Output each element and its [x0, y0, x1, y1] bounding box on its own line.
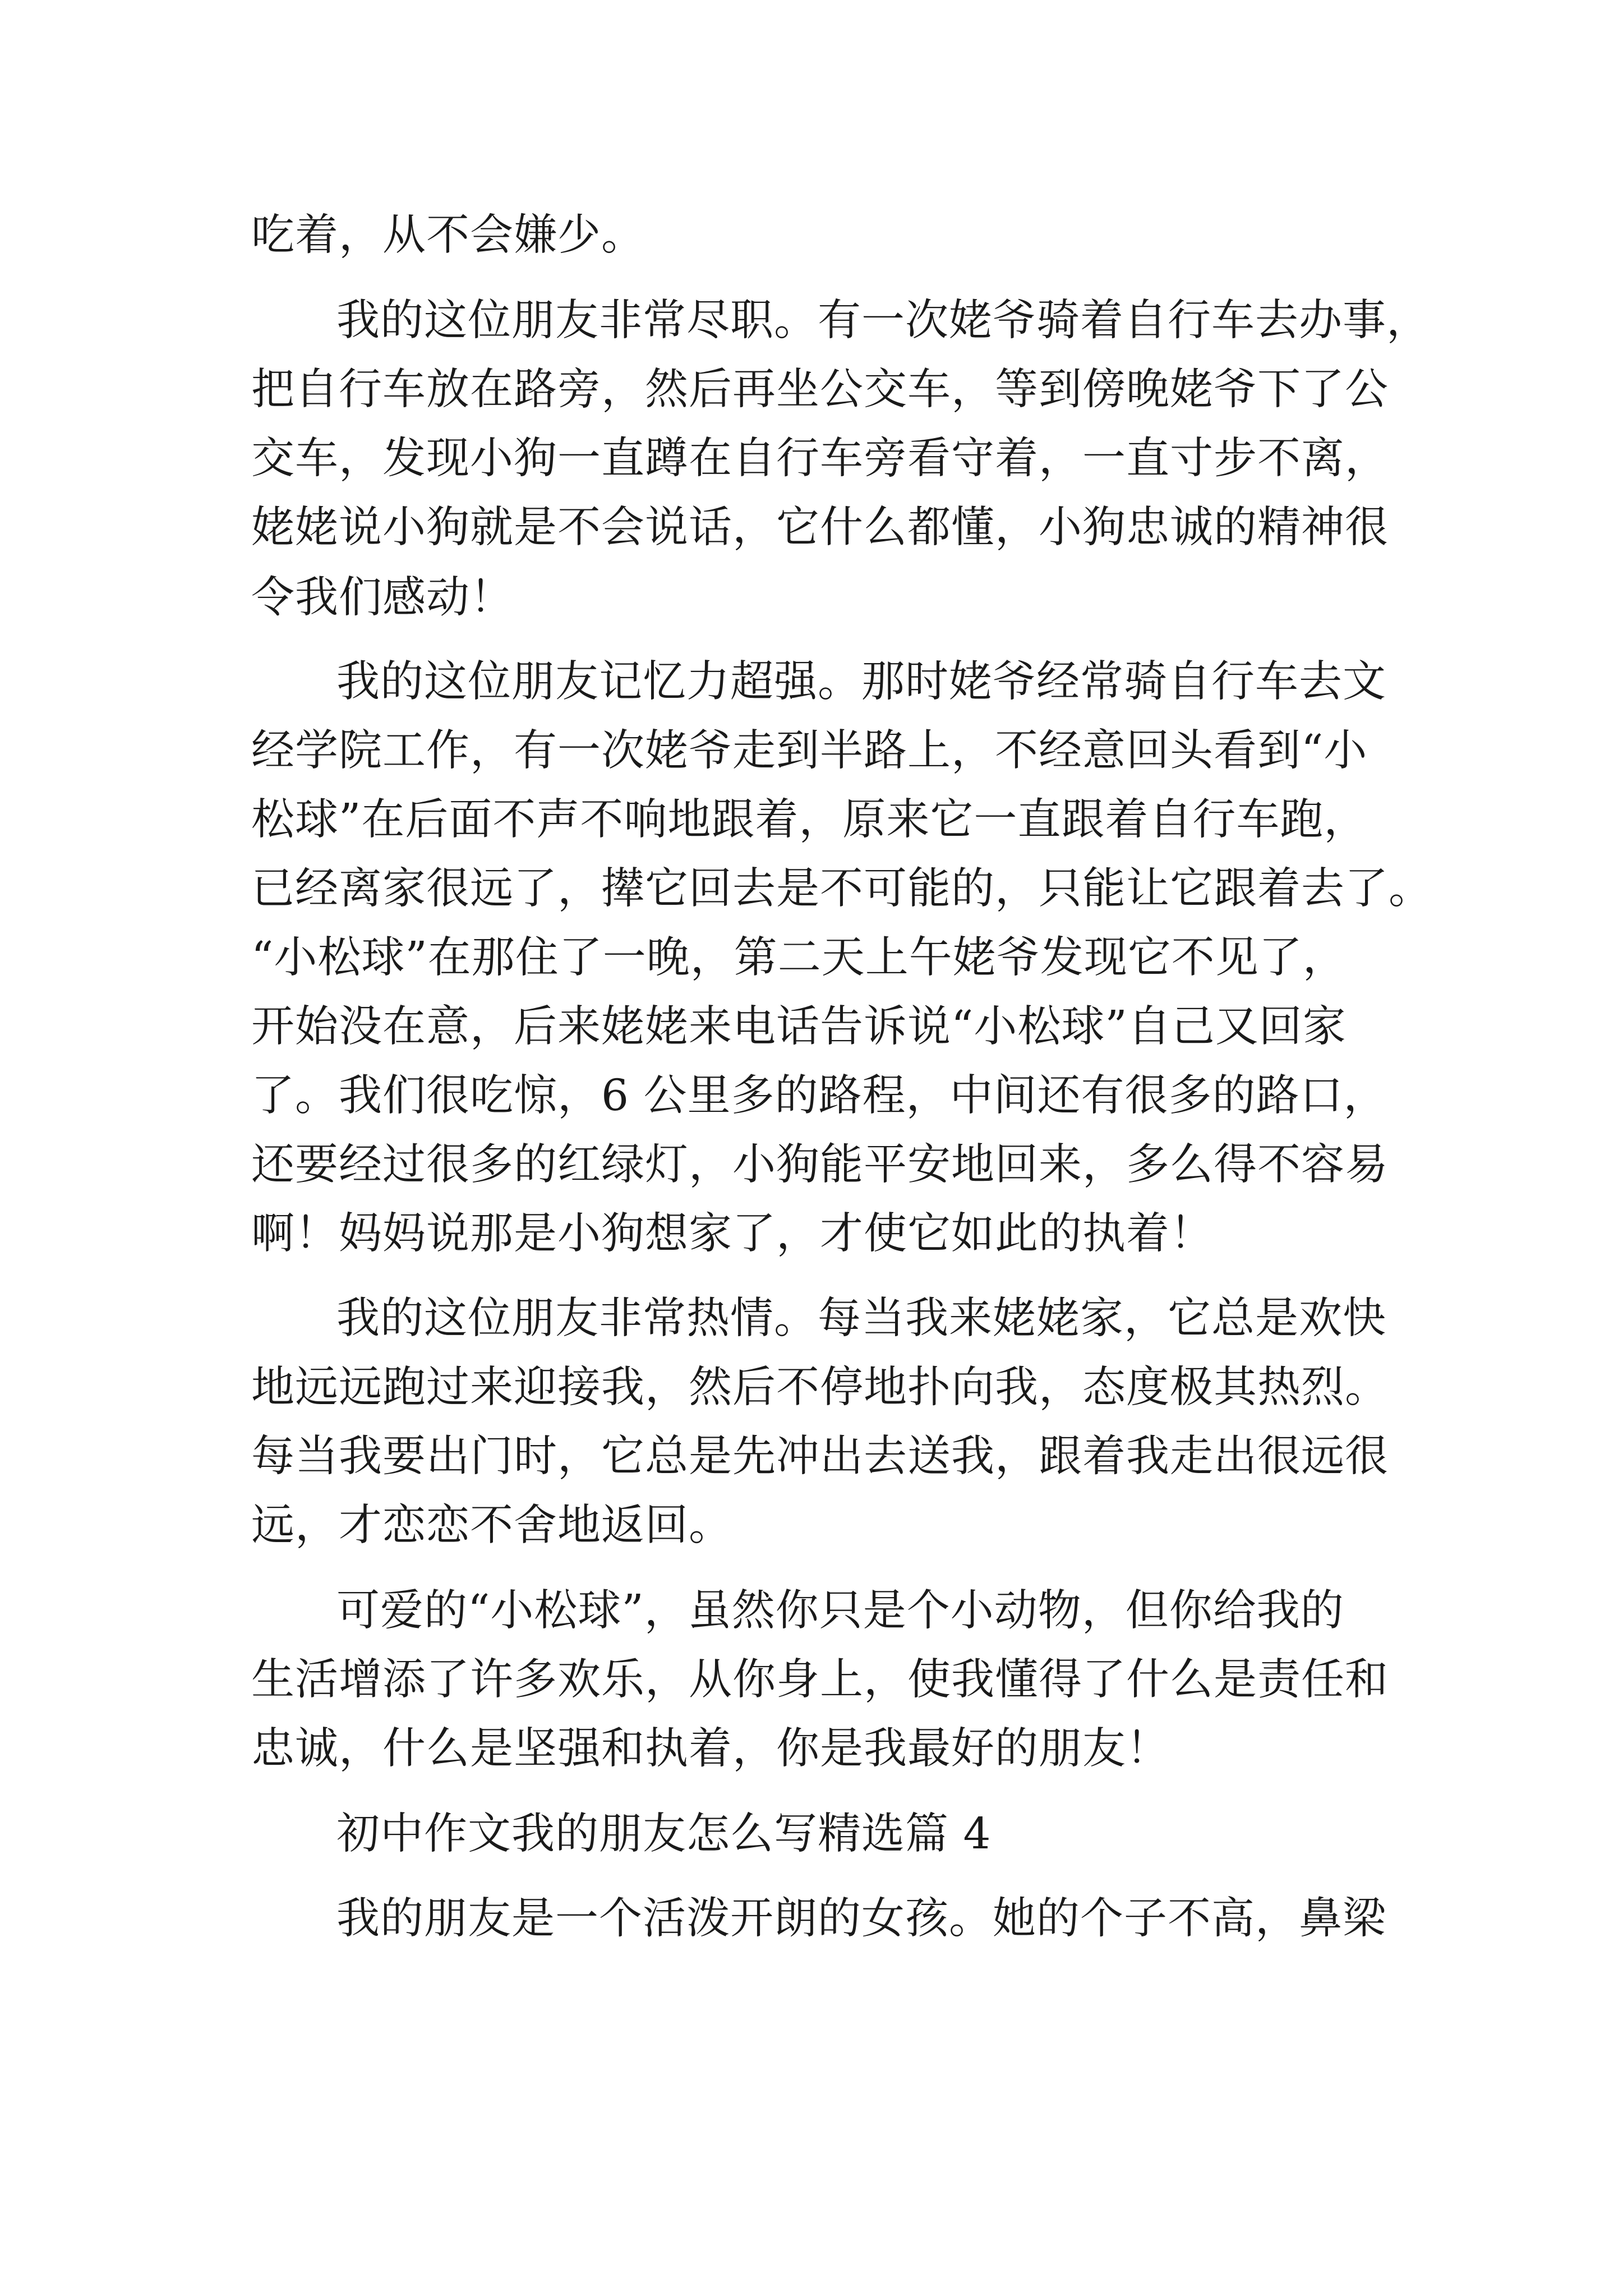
text-line: 把自行车放在路旁，然后再坐公交车，等到傍晚姥爷下了公	[251, 365, 1389, 415]
text-line: 吃着，从不会嫌少。	[251, 210, 645, 260]
text-line: 松球”在后面不声不响地跟着，原来它一直跟着自行车跑，	[251, 795, 1368, 845]
text-line: 我的这位朋友记忆力超强。那时姥爷经常骑自行车去文	[336, 657, 1386, 707]
text-line: 还要经过很多的红绿灯，小狗能平安地回来，多么得不容易	[251, 1140, 1389, 1190]
text-line: 啊！妈妈说那是小狗想家了，才使它如此的执着！	[251, 1209, 1214, 1259]
text-line: 了。我们很吃惊，6 公里多的路程，中间还有很多的路口，	[251, 1071, 1387, 1121]
text-line: 我的朋友是一个活泼开朗的女孩。她的个子不高，鼻梁	[336, 1894, 1386, 1944]
text-line: 交车，发现小狗一直蹲在自行车旁看守着，一直寸步不离，	[251, 434, 1389, 484]
text-line: 姥姥说小狗就是不会说话，它什么都懂，小狗忠诚的精神很	[251, 503, 1389, 553]
text-line: 地远远跑过来迎接我，然后不停地扑向我，态度极其热烈。	[251, 1363, 1389, 1412]
text-line: 忠诚，什么是坚强和执着，你是我最好的朋友！	[251, 1724, 1170, 1774]
text-line: 经学院工作，有一次姥爷走到半路上，不经意回头看到“小	[251, 726, 1368, 776]
text-line: 可爱的“小松球”，虽然你只是个小动物，但你给我的	[336, 1586, 1344, 1636]
text-line: 我的这位朋友非常尽职。有一次姥爷骑着自行车去办事，	[336, 296, 1430, 346]
text-line: 令我们感动！	[251, 573, 514, 623]
text-line: “小松球”在那住了一晚，第二天上午姥爷发现它不见了，	[251, 933, 1347, 983]
text-line: 已经离家很远了，撵它回去是不可能的，只能让它跟着去了。	[251, 864, 1432, 914]
text-line: 生活增添了许多欢乐，从你身上，使我懂得了什么是责任和	[251, 1655, 1389, 1705]
text-line: 开始没在意，后来姥姥来电话告诉说“小松球”自己又回家	[251, 1002, 1347, 1052]
text-line: 每当我要出门时，它总是先冲出去送我，跟着我走出很远很	[251, 1432, 1389, 1481]
text-line: 远，才恋恋不舍地返回。	[251, 1501, 732, 1550]
text-line: 我的这位朋友非常热情。每当我来姥姥家，它总是欢快	[336, 1294, 1386, 1343]
section-heading: 初中作文我的朋友怎么写精选篇 4	[336, 1809, 992, 1859]
